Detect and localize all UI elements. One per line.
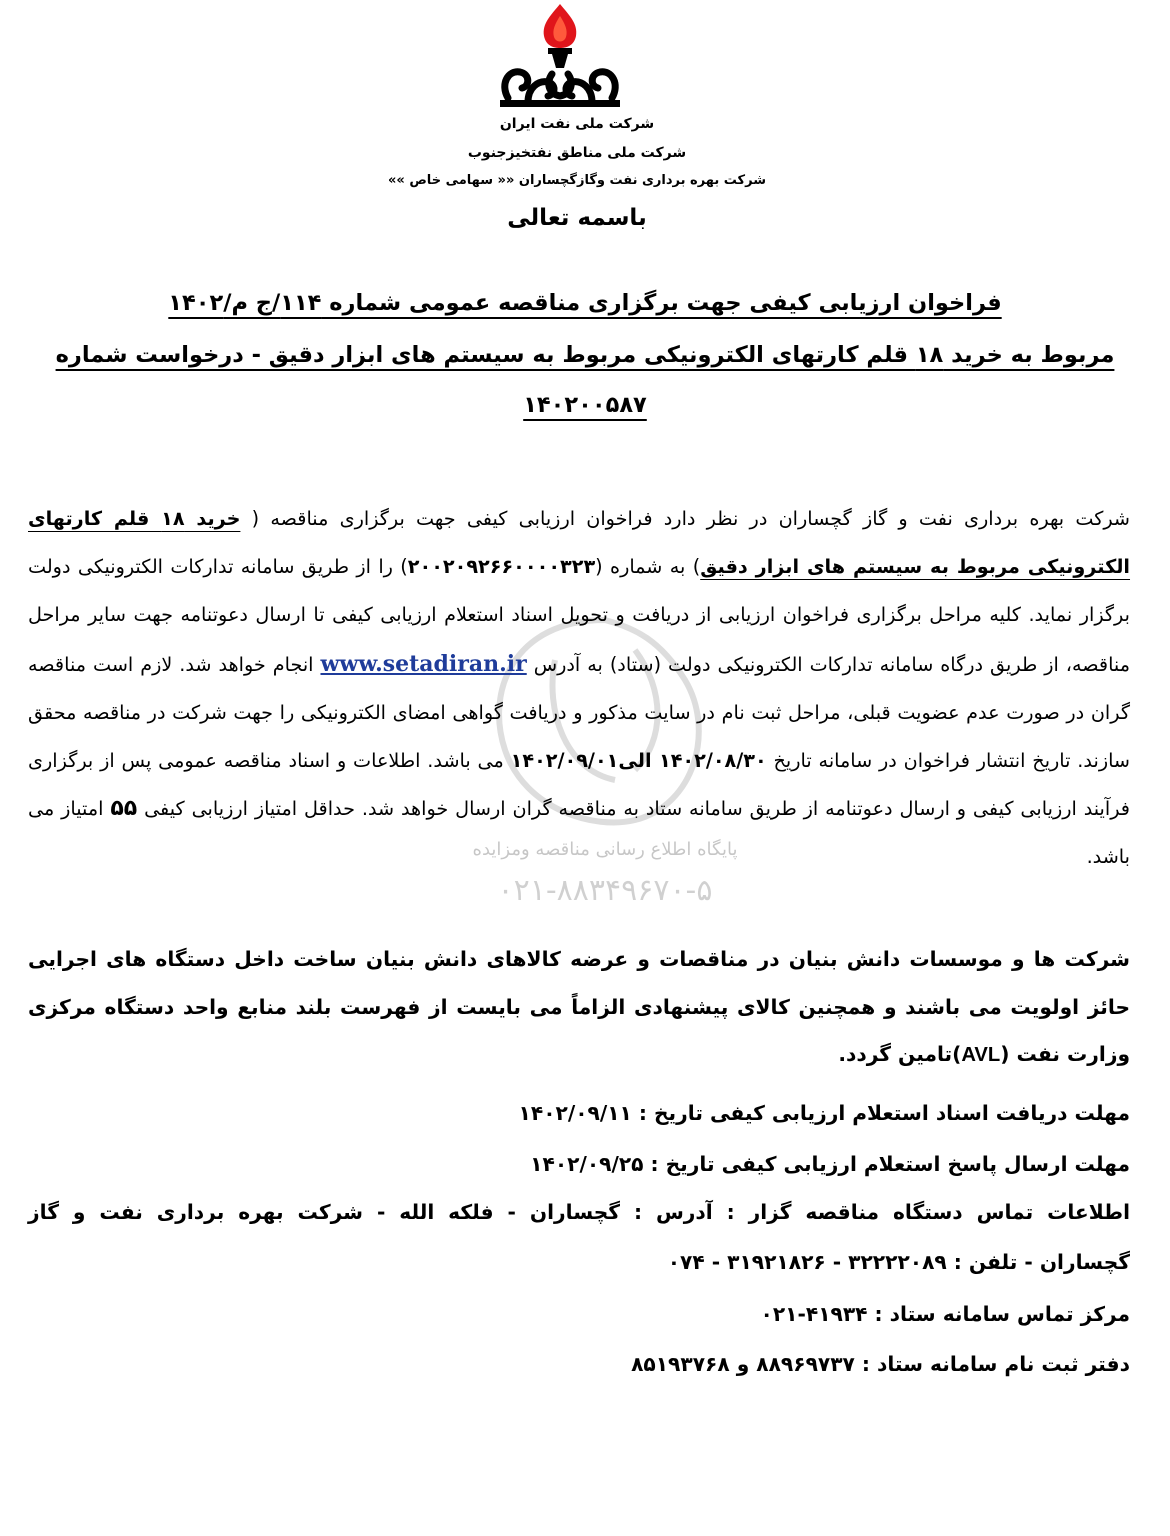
body-text-f: انجام خواهد شد. لازم است مناقصه گران در صورت عدم عضویت قبلی، مراحل ثبت نام در سایت مذکور و دریافت گواهی امضای الکترونیکی را جهت شرکت در مناقصه محقق سازند. تاریخ انتشار فراخوان در سامانه تاریخ bbox=[28, 652, 1131, 773]
title-line1-text: فراخوان ارزیابی کیفی جهت برگزاری مناقصه عمومی شماره ۱۱۴/ج م/۱۴۰۲ bbox=[168, 290, 1002, 316]
knowledge-text-a: شرکت ها و موسسات دانش بنیان در مناقصات و عرضه کالاهای دانش بنیان ساخت داخل دستگاه های اجرایی حائز اولویت می باشند و همچنین کالای پیشنهادی الزاماً می بایست از فهرست بلند منابع واحد دستگاه مرکزی وزارت نفت ( bbox=[28, 947, 1130, 1066]
title-line3-text: ۱۴۰۲۰۰۵۸۷ bbox=[523, 392, 647, 418]
nioc-flame-logo bbox=[490, 2, 630, 114]
watermark-line2: ۰۲۱-۸۸۳۴۹۶۷۰-۵ bbox=[497, 873, 713, 908]
notice-body-paragraph bbox=[28, 495, 1130, 882]
org-line-gachsaran: شرکت بهره برداری نفت وگازگچساران «« سهامی خاص »» bbox=[388, 173, 766, 188]
publish-date-range: ۱۴۰۲/۰۸/۳۰ الی۱۴۰۲/۰۹/۰۱ bbox=[510, 749, 767, 773]
org-line-nisoc: شرکت ملی مناطق نفتخیزجنوب bbox=[467, 145, 687, 161]
bismillah-heading: باسمه تعالی bbox=[507, 205, 647, 231]
tender-number: ۲۰۰۲۰۹۲۶۶۰۰۰۰۳۲۳ bbox=[407, 555, 596, 579]
watermark-line1: پایگاه اطلاع رسانی مناقصه ومزایده bbox=[472, 839, 738, 860]
contact-address: اطلاعات تماس دستگاه مناقصه گزار : آدرس : گچساران - فلکه الله - شرکت بهره برداری نفت و گاز bbox=[28, 1200, 1130, 1224]
body-text-e: ) را از طریق سامانه تدارکات الکترونیکی دولت برگزار نماید. کلیه مراحل برگزاری فراخوان ارزیابی از دریافت و تحویل اسناد استعلام ارزیابی کیفی تا ارسال دعوتنامه جهت سایر مراحل مناقصه، از طریق درگاه سامانه تدارکات الکترونیکی دولت (ستاد) به آدرس bbox=[28, 555, 1130, 676]
setad-registration-office: دفتر ثبت نام سامانه ستاد : ۸۸۹۶۹۷۳۷ و ۸۵۱۹۳۷۶۸ bbox=[631, 1352, 1130, 1376]
deadline-receive: مهلت دریافت اسناد استعلام ارزیابی کیفی تاریخ : ۱۴۰۲/۰۹/۱۱ bbox=[518, 1101, 1130, 1125]
body-text-c: ) به شماره ( bbox=[595, 555, 701, 579]
deadline-send: مهلت ارسال پاسخ استعلام ارزیابی کیفی تاریخ : ۱۴۰۲/۰۹/۲۵ bbox=[530, 1152, 1130, 1176]
body-text-a: شرکت بهره برداری نفت و گاز گچساران در نظر دارد فراخوان ارزیابی کیفی جهت برگزاری مناقصه ( bbox=[240, 507, 1131, 530]
setadiran-link[interactable]: www.setadiran.ir bbox=[320, 650, 527, 677]
min-score: ۵۵ bbox=[110, 796, 138, 822]
title-line2-text: مربوط به خرید ۱۸ قلم کارتهای الکترونیکی مربوط به سیستم های ابزار دقیق - درخواست شماره bbox=[55, 342, 1115, 368]
org-line-nioc: شرکت ملی نفت ایران bbox=[499, 116, 655, 132]
avl-label: AVL bbox=[961, 1044, 1001, 1066]
notice-title-line1 bbox=[30, 290, 1140, 316]
body-item-description: خرید ۱۸ قلم کارتهای الکترونیکی مربوط به سیستم های ابزار دقیق bbox=[28, 507, 1131, 579]
knowledge-based-paragraph bbox=[28, 936, 1130, 1080]
notice-title-line3 bbox=[30, 392, 1140, 418]
notice-title-line2 bbox=[30, 342, 1140, 368]
knowledge-text-b: )تامین گردد. bbox=[838, 1042, 962, 1066]
contact-phones: گچساران - تلفن : ۳۲۲۲۲۰۸۹ - ۳۱۹۲۱۸۲۶ - ۰۷۴ bbox=[667, 1250, 1130, 1274]
setad-support-center: مرکز تماس سامانه ستاد : ۴۱۹۳۴-۰۲۱ bbox=[760, 1302, 1130, 1326]
body-text-i: امتیاز می باشد. bbox=[28, 797, 1130, 869]
body-text-h: می باشد. اطلاعات و اسناد مناقصه عمومی پس از برگزاری فرآیند ارزیابی کیفی و ارسال دعوتنامه از طریق سامانه ستاد به مناقصه گران ارسال خواهد شد. حداقل امتیاز ارزیابی کیفی bbox=[28, 749, 1130, 821]
